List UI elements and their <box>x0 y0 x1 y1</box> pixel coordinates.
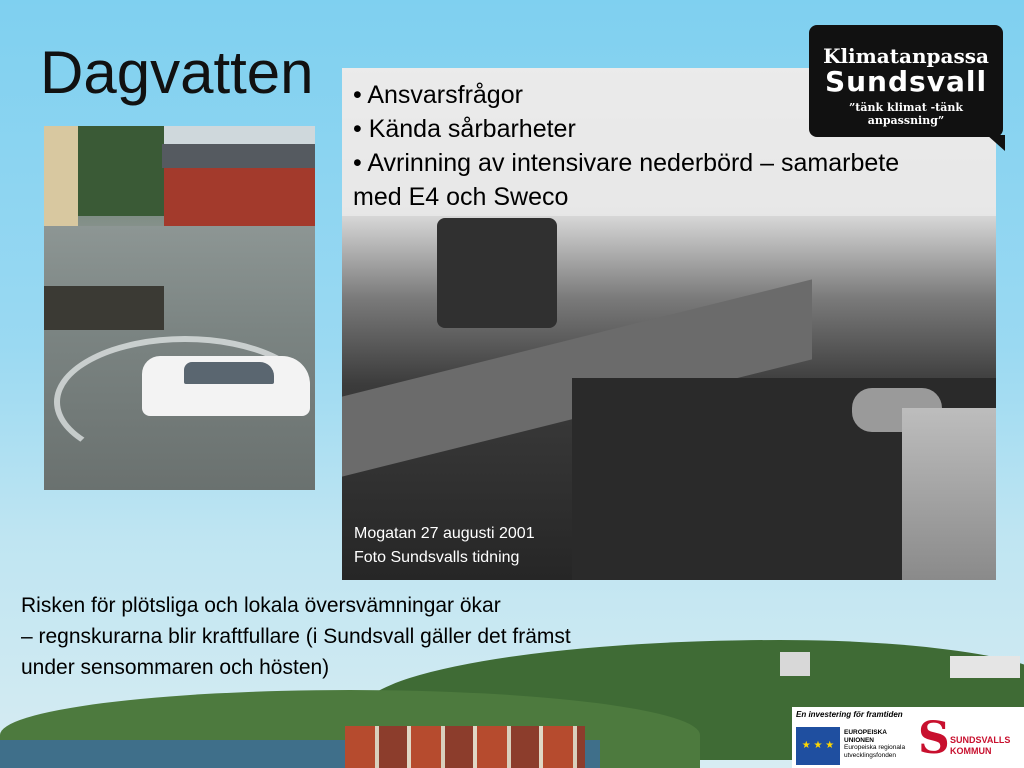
bullet-item: • Ansvarsfrågor <box>353 81 523 109</box>
bullet-item: • Avrinning av intensivare nederbörd – samarbete <box>353 149 900 177</box>
body-line: Risken för plötsliga och lokala översvämningar ökar <box>21 594 501 617</box>
bullet-item: med E4 och Sweco <box>353 183 569 211</box>
caption-line: Foto Sundsvalls tidning <box>354 549 520 566</box>
panorama-tower-block <box>780 652 810 676</box>
bullet-item: • Kända sårbarheter <box>353 115 576 143</box>
logo-flag <box>987 135 1005 151</box>
body-line: – regnskurarna blir kraftfullare (i Sundsvall gäller det främst <box>21 625 571 648</box>
logo-line: Klimatanpassa <box>823 44 989 68</box>
photo-trees <box>78 126 164 216</box>
body-line: under sensommaren och hösten) <box>21 656 330 679</box>
sundsvall-emblem-icon: S <box>918 713 950 764</box>
kommun-label: SUNDSVALLS KOMMUN <box>950 735 1011 756</box>
logo-tagline: ”tänk klimat -tänk anpassning” <box>848 101 964 127</box>
eu-text <box>844 729 912 759</box>
photo-excavator <box>437 218 557 328</box>
panorama-buildings <box>950 656 1020 678</box>
flood-photo <box>44 126 315 490</box>
photo-caption <box>354 522 535 570</box>
logo-line: Sundsvall <box>824 65 988 98</box>
caption-line: Mogatan 27 augusti 2001 <box>354 525 535 542</box>
photo-fence <box>44 286 164 330</box>
klimatanpassa-logo <box>809 25 1003 137</box>
eu-fund: Europeiska regionala utvecklingsfonden <box>844 744 906 759</box>
photo-car-window <box>184 362 274 384</box>
photo-water-splash <box>902 408 996 580</box>
badge-slogan: En investering för framtiden <box>796 710 903 719</box>
photo-building <box>164 168 315 228</box>
funding-badge <box>792 707 1024 768</box>
photo-roof <box>162 144 315 168</box>
eu-flag-icon: ★ ★ ★ <box>796 727 840 765</box>
slide-title: Dagvatten <box>40 39 314 106</box>
eu-label: EUROPEISKA UNIONEN <box>844 729 887 744</box>
panorama-houses <box>345 726 585 768</box>
